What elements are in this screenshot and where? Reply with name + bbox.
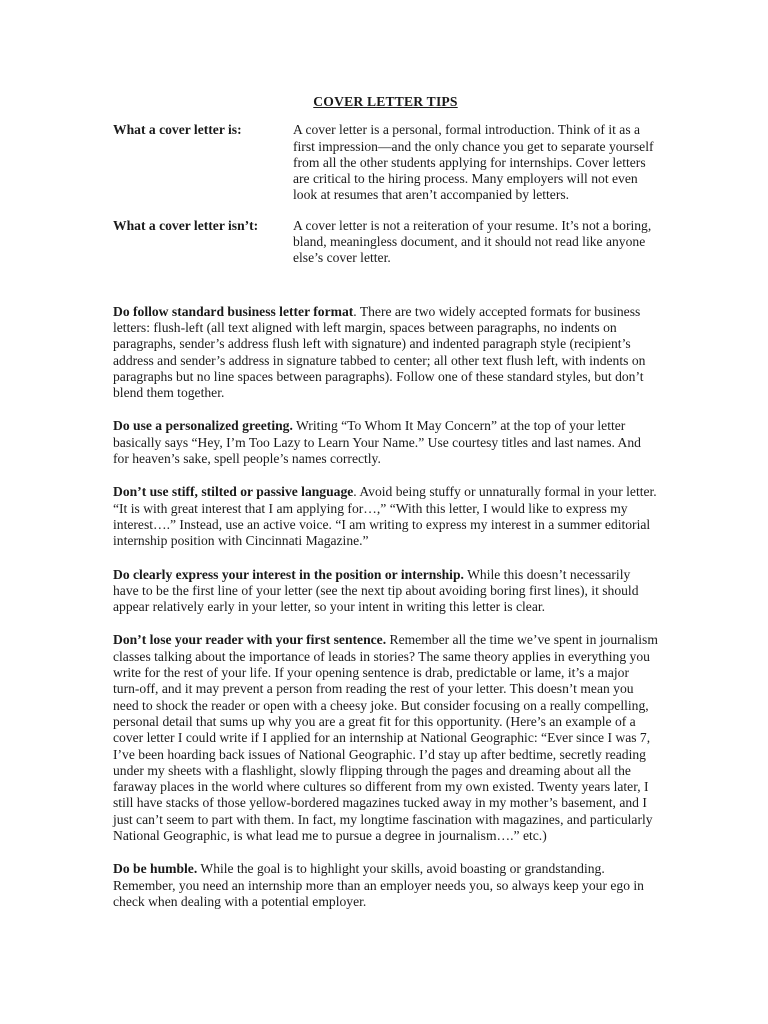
definition-is — [113, 122, 658, 203]
definition-body: A cover letter is a personal, formal introduction. Think of it as a first impression—and the only chance you get to separate yourself from all the other students applying for internships. Cover letters are critical to the hiring process. Many employers will not even look at resumes that aren’t accompanied by letters. — [293, 122, 654, 203]
tip-text: While the goal is to highlight your skills, avoid boasting or grandstanding. Remember, you need an internship more than an employer needs you, so always keep your ego in check when dealing with a potential employer. — [113, 861, 644, 909]
definition-body: A cover letter is not a reiteration of your resume. It’s not a boring, bland, meaningless document, and it should not read like anyone else’s cover letter. — [293, 217, 652, 266]
definition-isnt — [113, 218, 658, 267]
tip-paragraph — [113, 484, 658, 549]
tip-lead: Don’t lose your reader with your first sentence. — [113, 632, 387, 648]
tip-text: While this doesn’t necessarily have to be the first line of your letter (see the next tip about avoiding boring first lines), it should appear relatively early in your letter, so your intent in writing this letter is clear. — [113, 566, 639, 615]
tip-lead: Do follow standard business letter format — [113, 303, 354, 319]
tip-paragraph — [113, 632, 658, 844]
tip-text: Writing “To Whom It May Concern” at the top of your letter basically says “Hey, I’m Too Lazy to Learn Your Name.” Use courtesy titles and last names. And for heaven’s sake, spell people’s names correctly. — [113, 418, 641, 467]
tip-paragraph — [113, 861, 658, 910]
tip-lead: Do be humble. — [113, 861, 198, 877]
tip-lead: Do use a personalized greeting. — [113, 418, 293, 434]
tip-text: . Avoid being stuffy or unnaturally formal in your letter. “It is with great interest that I am applying for…,” “With this letter, I would like to express my interest….” Instead, use an active voice. “I am writing to express my interest in a summer editorial internship position with Cincinnati Magazine.” — [113, 484, 657, 549]
definition-term: What a cover letter is: — [113, 122, 242, 138]
tip-lead: Do clearly express your interest in the position or internship. — [113, 566, 464, 582]
tip-lead: Don’t use stiff, stilted or passive language — [113, 484, 354, 500]
tip-paragraph — [113, 304, 658, 402]
tip-text: Remember all the time we’ve spent in journalism classes talking about the importance of leads in stories? The same theory applies in everything you write for the rest of your life. If your opening sentence is drab, predictable or lame, it’s a major turn-off, and it may prevent a person from reading the rest of your letter. This doesn’t mean you need to shock the reader or open with a cheesy joke. But consider focusing on a really compelling, personal detail that sums up why you are a great fit for this opportunity. (Here’s an example of a cover letter I could write if I applied for an internship at National Geographic: “Ever since I was 7, I’ve been hoarding back issues of National Geographic. I’d stay up after bedtime, secretly reading under my sheets with a flashlight, slowly flipping through the pages and dreaming about all the faraway places in the world where cultures so different from my own existed. Twenty years later, I still have stacks of those yellow-bordered magazines tucked away in my mother’s basement, and I just can’t seem to part with them. In fact, my longtime fascination with magazines, and particularly National Geographic, is what lead me to pursue a degree in journalism….” etc.) — [113, 632, 658, 843]
document-title: COVER LETTER TIPS — [313, 94, 458, 109]
definition-term: What a cover letter isn’t: — [113, 217, 259, 233]
tip-paragraph — [113, 418, 658, 467]
tip-text: . There are two widely accepted formats for business letters: flush-left (all text aligned with left margin, spaces between paragraphs, no indents on paragraphs, sender’s address flush left with signature) and indented paragraph style (recipient’s address and sender’s address in signature tabbed to center; all other text flush left, with indents on paragraphs but no line spaces between paragraphs). Follow one of these standard styles, but don’t blend them together. — [113, 303, 646, 401]
tip-paragraph — [113, 567, 658, 616]
document-page — [113, 94, 658, 927]
